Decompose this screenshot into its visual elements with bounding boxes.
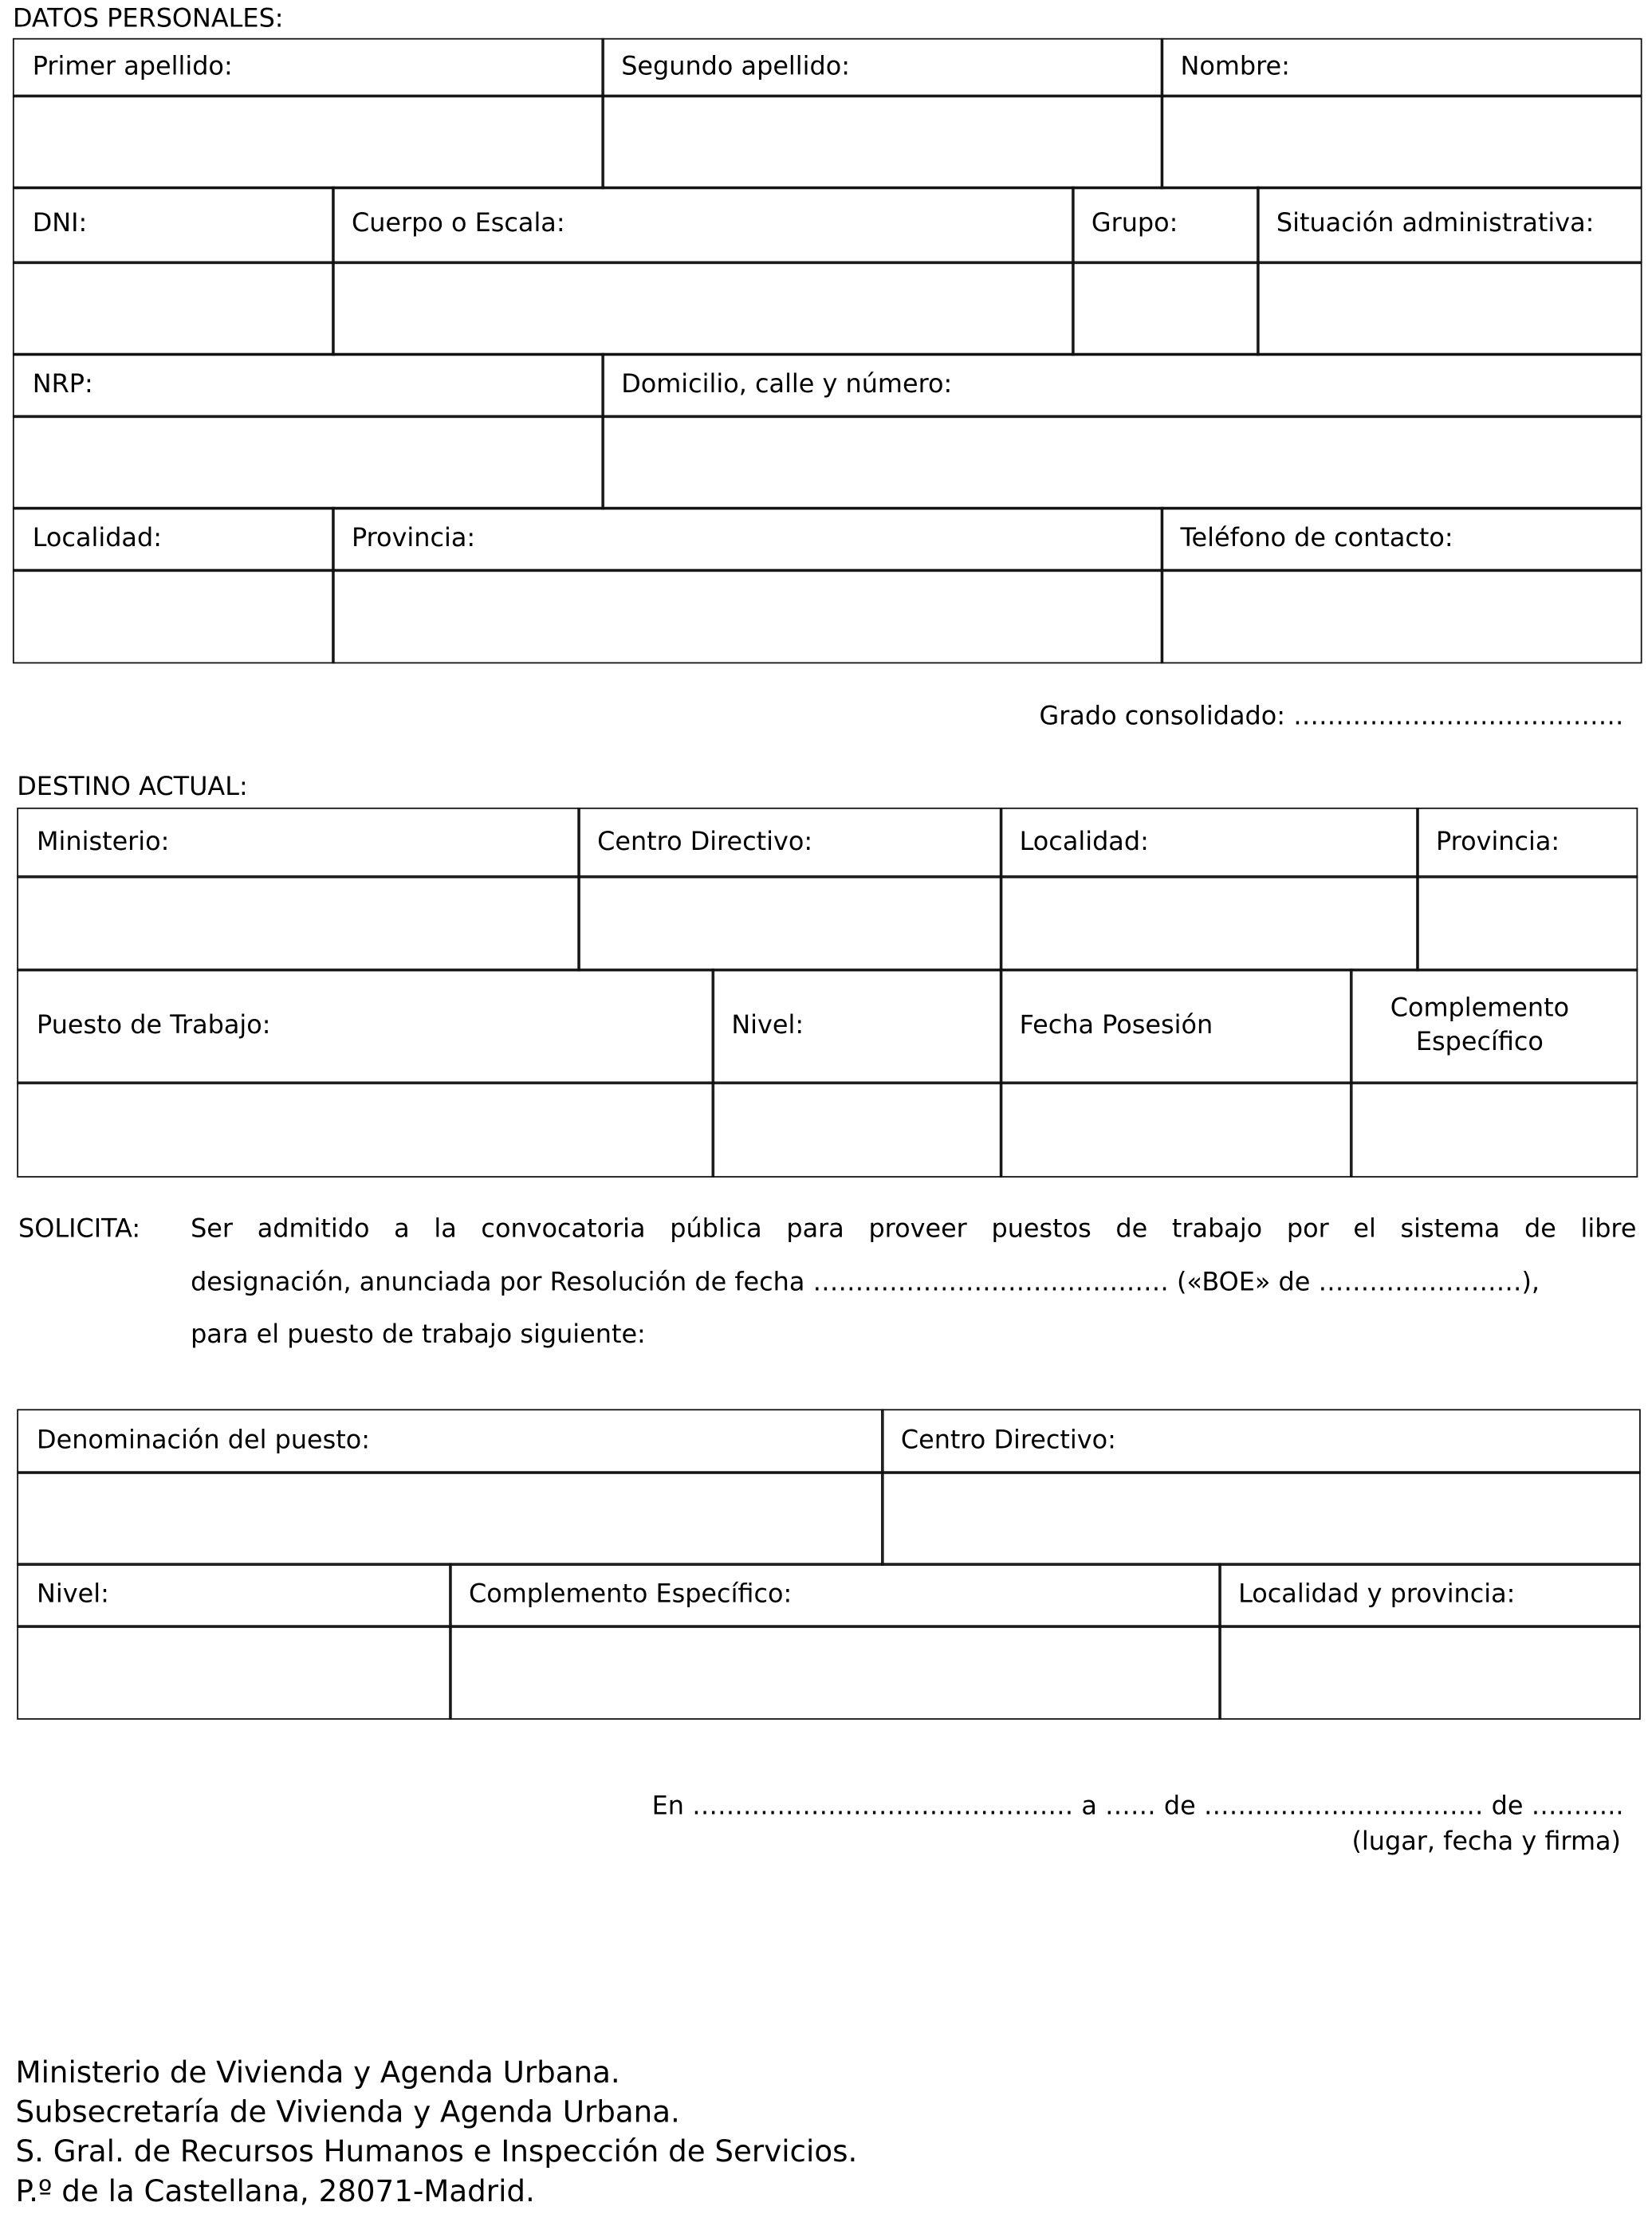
solicita-line-3: para el puesto de trabajo siguiente: (191, 1319, 646, 1350)
nrp-label: NRP: (32, 369, 93, 399)
nivel-label: Nivel: (731, 1010, 804, 1040)
fecha-posesion-field[interactable] (1000, 1082, 1352, 1178)
localidad-provincia-field[interactable] (1218, 1625, 1640, 1719)
centro-directivo-field[interactable] (577, 875, 1001, 971)
puesto-trabajo-cell (17, 969, 714, 1083)
complemento-field[interactable] (1350, 1082, 1638, 1178)
domicilio-cell (601, 353, 1641, 418)
telefono-contacto-cell (1161, 507, 1642, 572)
primer-apellido-cell (13, 38, 604, 97)
centro-directivo-label: Centro Directivo: (597, 827, 813, 857)
destino-localidad-label: Localidad: (1019, 827, 1149, 857)
solicitado-complemento-label: Complemento Específico: (468, 1579, 793, 1610)
ministerio-field[interactable] (17, 875, 580, 971)
dni-label: DNI: (32, 209, 88, 239)
solicitado-complemento-cell (449, 1563, 1221, 1627)
localidad-provincia-cell (1218, 1563, 1640, 1627)
puesto-trabajo-label: Puesto de Trabajo: (37, 1010, 271, 1040)
complemento-especifico-label: Complemento Específico (1390, 993, 1570, 1058)
primer-apellido-field[interactable] (13, 95, 604, 189)
dni-cell (13, 187, 334, 264)
telefono-contacto-label: Teléfono de contacto: (1180, 523, 1453, 553)
cuerpo-escala-label: Cuerpo o Escala: (351, 209, 565, 239)
nombre-field[interactable] (1161, 95, 1642, 189)
solicita-line-1: Ser admitido a la convocatoria pública para proveer puestos de trabajo por el sistema de libre (191, 1213, 1637, 1245)
footer-line: Ministerio de Vivienda y Agenda Urbana. (15, 2055, 620, 2090)
domicilio-label: Domicilio, calle y número: (621, 369, 953, 399)
segundo-apellido-cell (601, 38, 1162, 97)
cuerpo-escala-cell (332, 187, 1074, 264)
provincia-cell (332, 507, 1162, 572)
ministerio-label: Ministerio: (37, 827, 170, 857)
complemento-especifico-cell (1350, 969, 1638, 1083)
signature-caption: (lugar, fecha y firma) (1351, 1827, 1621, 1857)
segundo-apellido-label: Segundo apellido: (621, 51, 850, 82)
destino-localidad-cell (1000, 808, 1418, 878)
solicitado-centro-directivo-cell (881, 1409, 1640, 1473)
segundo-apellido-field[interactable] (601, 95, 1162, 189)
solicitado-centro-field[interactable] (881, 1471, 1640, 1565)
ministerio-cell (17, 808, 580, 878)
grupo-cell (1072, 187, 1259, 264)
primer-apellido-label: Primer apellido: (32, 51, 233, 82)
provincia-field[interactable] (332, 569, 1162, 663)
provincia-label: Provincia: (351, 523, 476, 553)
solicita-label: SOLICITA: (18, 1213, 141, 1245)
solicitado-nivel-cell (17, 1563, 451, 1627)
grado-consolidado: Grado consolidado: ………………………………… (1039, 702, 1624, 732)
destino-localidad-field[interactable] (1000, 875, 1418, 971)
section-title-datos-personales: DATOS PERSONALES: (12, 4, 284, 34)
situacion-administrativa-cell (1257, 187, 1642, 264)
domicilio-field[interactable] (601, 415, 1641, 509)
grupo-label: Grupo: (1091, 209, 1178, 239)
signature-line: En ……………………………………… a …… de …………………………… de ……….. (651, 1791, 1624, 1822)
nivel-cell (712, 969, 1002, 1083)
section-title-destino-actual: DESTINO ACTUAL: (17, 772, 248, 802)
grupo-field[interactable] (1072, 262, 1259, 356)
solicitado-complemento-field[interactable] (449, 1625, 1221, 1719)
nivel-field[interactable] (712, 1082, 1002, 1178)
situacion-field[interactable] (1257, 262, 1642, 356)
nombre-cell (1161, 38, 1642, 97)
localidad-field[interactable] (13, 569, 334, 663)
footer-line: S. Gral. de Recursos Humanos e Inspección de Servicios. (15, 2134, 858, 2169)
centro-directivo-cell (577, 808, 1001, 878)
solicitado-nivel-label: Nivel: (37, 1579, 109, 1610)
situacion-administrativa-label: Situación administrativa: (1276, 209, 1595, 239)
footer-line: P.º de la Castellana, 28071-Madrid. (15, 2174, 535, 2208)
solicita-line-2: designación, anunciada por Resolución de fecha …………………………………… («BOE» de ……………………), (191, 1268, 1540, 1298)
nrp-field[interactable] (13, 415, 604, 509)
nrp-cell (13, 353, 604, 418)
denominacion-field[interactable] (17, 1471, 883, 1565)
localidad-provincia-label: Localidad y provincia: (1238, 1579, 1516, 1610)
telefono-field[interactable] (1161, 569, 1642, 663)
destino-provincia-field[interactable] (1416, 875, 1637, 971)
puesto-trabajo-field[interactable] (17, 1082, 714, 1178)
fecha-posesion-label: Fecha Posesión (1019, 1010, 1213, 1040)
localidad-cell (13, 507, 334, 572)
denominacion-puesto-label: Denominación del puesto: (37, 1425, 371, 1456)
footer-line: Subsecretaría de Vivienda y Agenda Urbana. (15, 2095, 680, 2129)
solicitado-centro-directivo-label: Centro Directivo: (900, 1425, 1116, 1456)
nombre-label: Nombre: (1180, 51, 1290, 82)
fecha-posesion-cell (1000, 969, 1352, 1083)
localidad-label: Localidad: (32, 523, 162, 553)
solicitado-nivel-field[interactable] (17, 1625, 451, 1719)
dni-field[interactable] (13, 262, 334, 356)
destino-provincia-label: Provincia: (1436, 827, 1560, 857)
destino-provincia-cell (1416, 808, 1637, 878)
denominacion-puesto-cell (17, 1409, 883, 1473)
cuerpo-escala-field[interactable] (332, 262, 1074, 356)
